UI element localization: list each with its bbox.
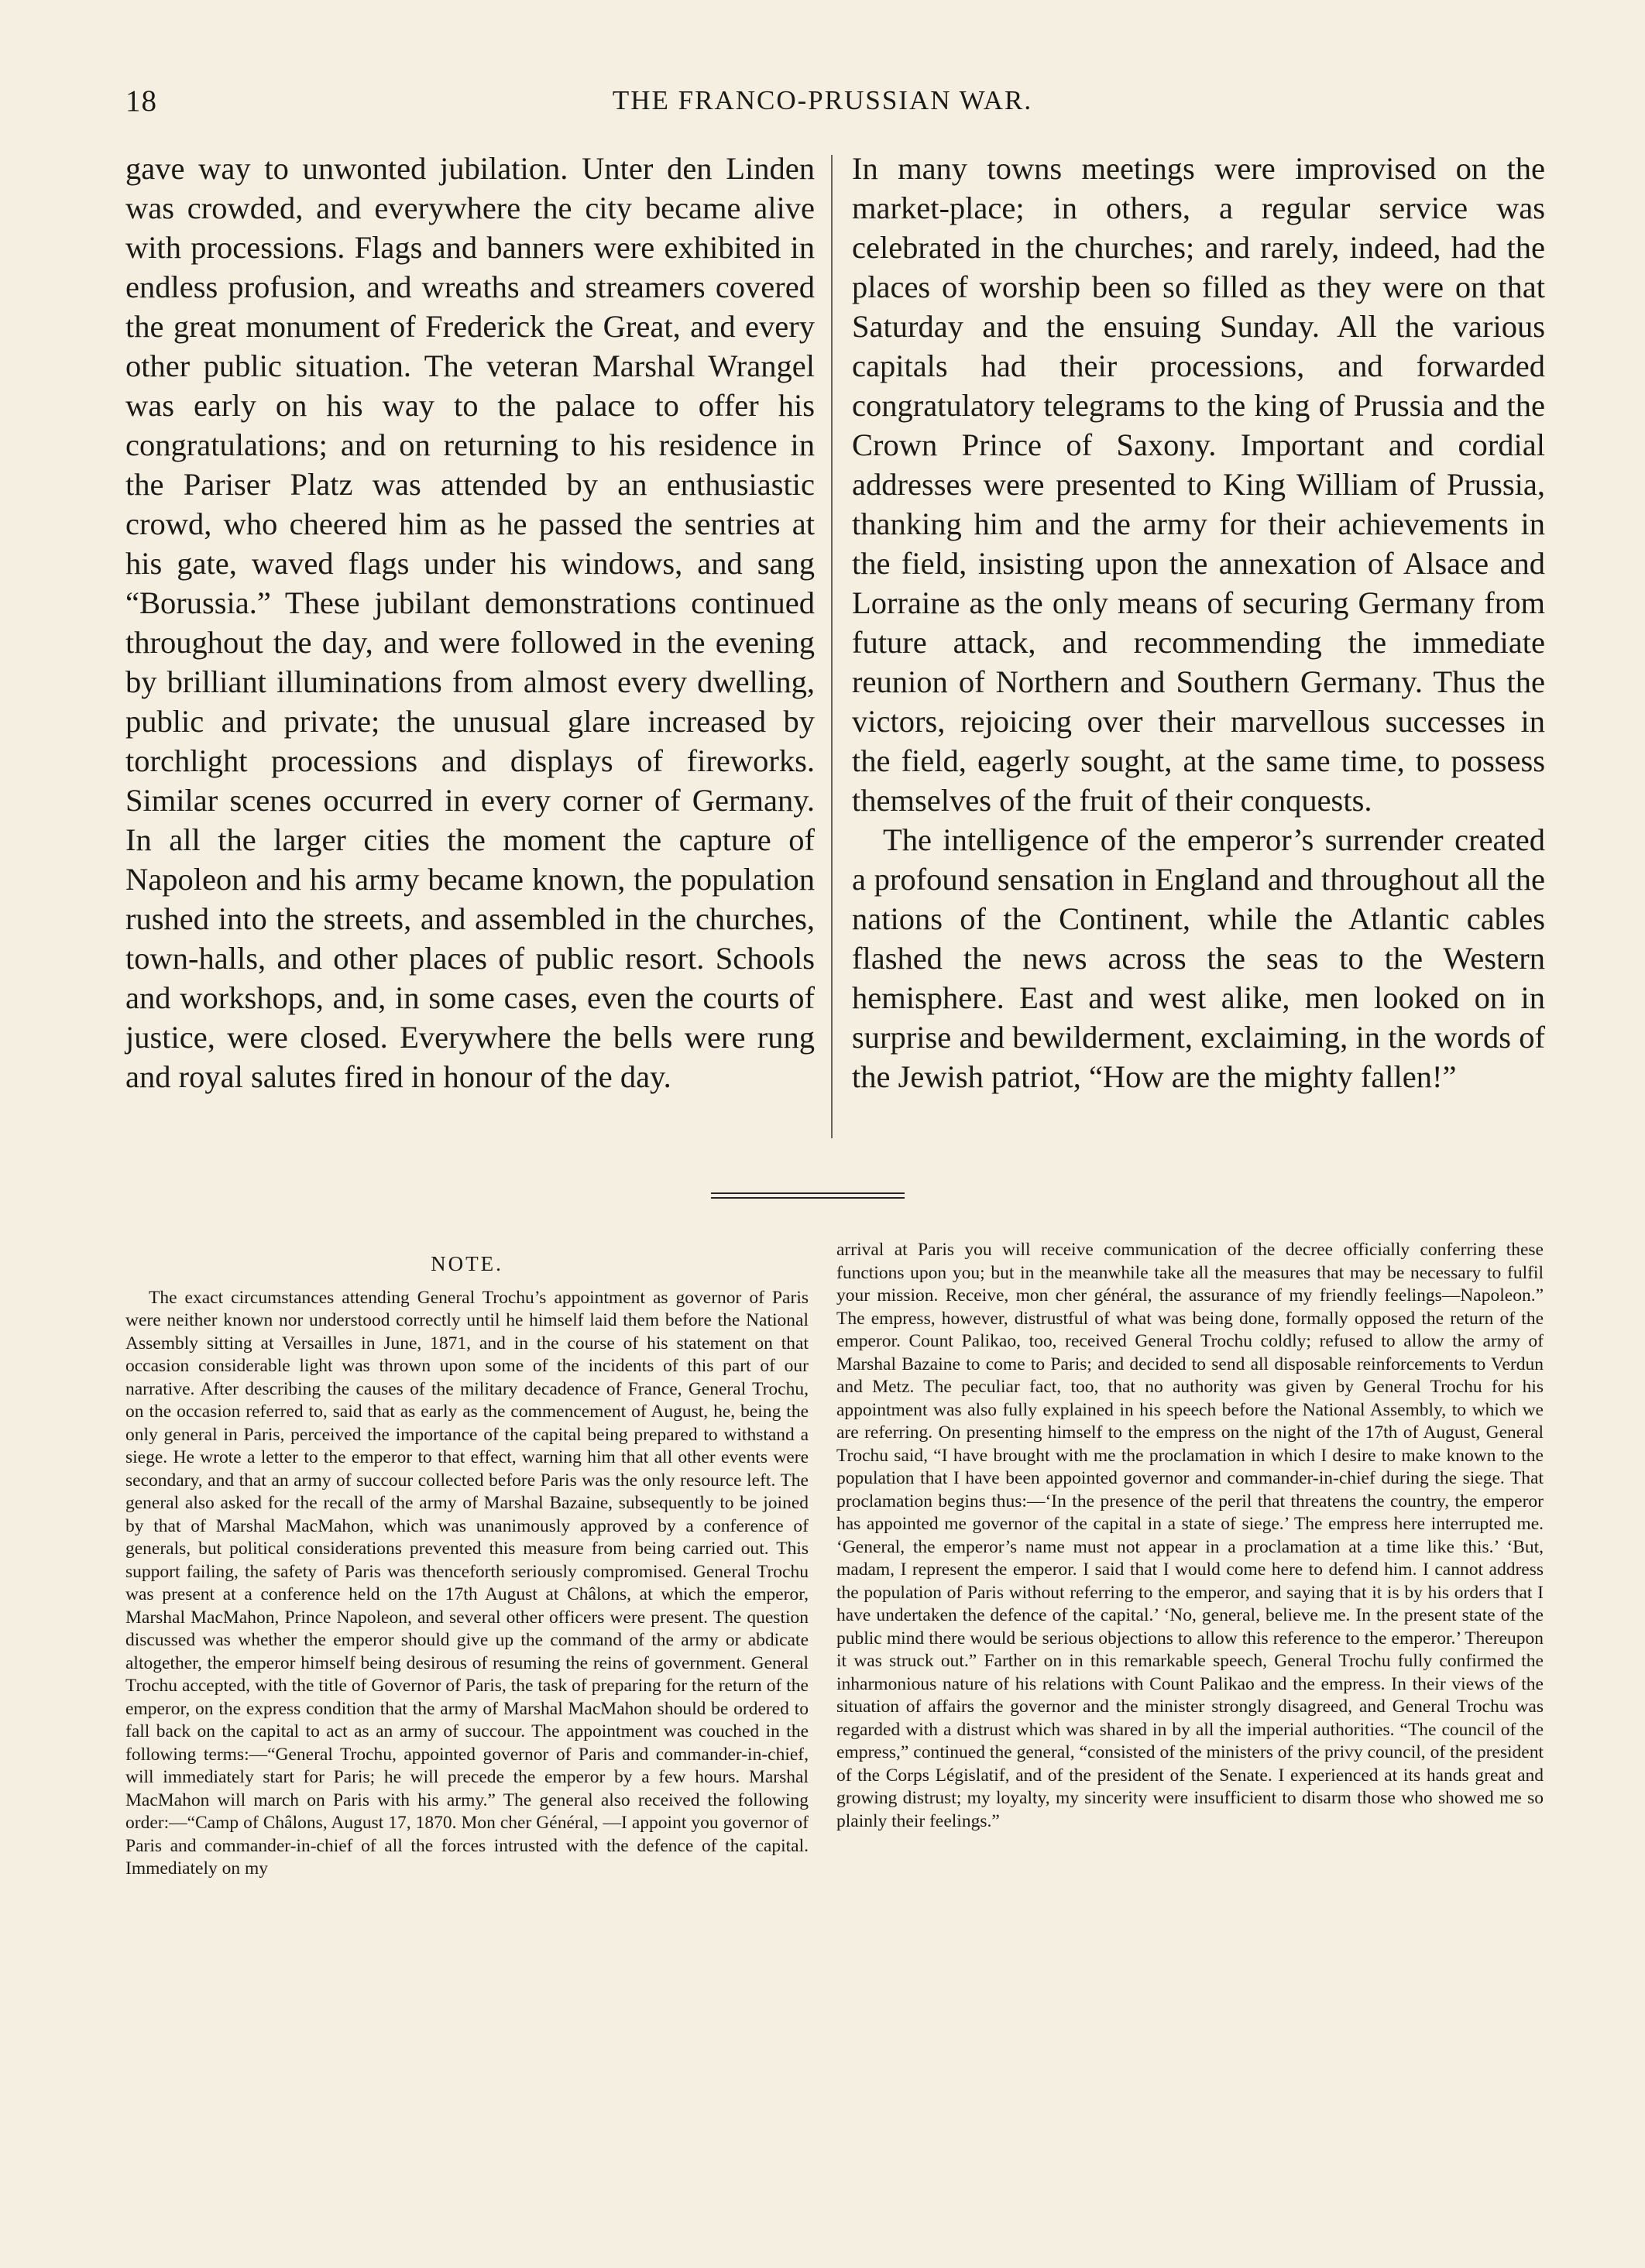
main-paragraph: In many towns meetings were improvised on the market-place; in others, a regular service was celebrated in the churches; and rarely, indeed, had the places of worship been so filled as they were on that Saturday and the ensuing Sunday. All the various capitals had their processions, and forwarded congratulatory telegrams to the king of Prussia and the Crown Prince of Saxony. Important and cordial addresses were presented to King William of Prussia, thanking him and the army for their achievements in the field, insisting upon the annexation of Alsace and Lorraine as the only means of securing Germany from future attack, and recommending the immediate reunion of Northern and Southern Germany. Thus the victors, rejoicing over their marvellous successes in the field, eagerly sought, at the same time, to possess themselves of the fruit of their conquests.	[852, 151, 1545, 818]
main-column-left	[125, 149, 815, 1096]
note-column-left	[125, 1253, 809, 1881]
note-paragraph: The exact circumstances attending General Trochu’s appointment as governor of Paris were neither known nor understood correctly until he himself laid them before the National Assembly sitting at Versailles in June, 1871, and in the course of his statement on that occasion considerable light was thrown upon some of the incidents of this part of our narrative. After describing the causes of the military decadence of France, General Trochu, on the occasion referred to, said that as early as the commencement of August, he, being the only general in Paris, perceived the importance of the capital being prepared to withstand a siege. He wrote a letter to the emperor to that effect, warning him that all other events were secondary, and that an army of succour collected before Paris was the only resource left. The general also asked for the recall of the army of Marshal Bazaine, subsequently to be joined by that of Marshal MacMahon, which was unanimously approved by a conference of generals, but political considerations prevented this measure from being carried out. This support failing, the safety of Paris was thenceforth seriously compromised. General Trochu was present at a conference held on the 17th August at Châlons, at which the emperor, Marshal MacMahon, Prince Napoleon, and several other officers were present. The question discussed was whether the emperor should give up the command of the army or abdicate altogether, the emperor himself being desirous of resuming the reins of government. General Trochu accepted, with the title of Governor of Paris, the task of preparing for the return of the emperor, on the express condition that the army of Marshal MacMahon should be ordered to fall back on the capital to act as an army of succour. The appointment was couched in the following terms:—“General Trochu, appointed governor of Paris and commander-in-chief, will immediately start for Paris; he will precede the emperor by a few hours. Marshal MacMahon will march on Paris with his army.” The general also received the following order:—“Camp of Châlons, August 17, 1870. Mon cher Général, —I appoint you governor of Paris and commander-in-chief of all the forces intrusted with the defence of the capital. Immediately on my	[125, 1287, 809, 1879]
page-header	[125, 84, 1520, 122]
note-paragraph: arrival at Paris you will receive communication of the decree officially conferring these functions upon you; but in the meanwhile take all the measures that may be necessary to fulfil your mission. Receive, mon cher général, the assurance of my friendly feelings—Napoleon.” The empress, however, distrustful of what was being done, formally opposed the return of the emperor. Count Palikao, too, received General Trochu coldly; refused to allow the army of Marshal Bazaine to come to Paris; and decided to send all disposable reinforcements to Verdun and Metz. The peculiar fact, too, that no authority was given by General Trochu for his appointment was also fully explained in his speech before the National Assembly, to which we are referring. On presenting himself to the empress on the night of the 17th of August, General Trochu said, “I have brought with me the proclamation in which I desire to make known to the population that I have been appointed governor and commander-in-chief during the siege. That proclamation begins thus:—‘In the presence of the peril that threatens the country, the emperor has appointed me governor of the capital in a state of siege.’ The empress here interrupted me. ‘General, the emperor’s name must not appear in a proclamation at a time like this.’ ‘But, madam, I represent the emperor. I said that I would come here to defend him. I cannot address the population of Paris without referring to the emperor, and saying that it is by his orders that I have undertaken the defence of the capital.’ ‘No, general, believe me. In the present state of the public mind there would be serious objections to allow this reference to the emperor.’ Thereupon it was struck out.” Farther on in this remarkable speech, General Trochu fully confirmed the inharmonious nature of his relations with Count Palikao and the empress. In their views of the situation of affairs the governor and the minister strongly disagreed, and General Trochu was regarded with a distrust which was shared in by all the imperial authorities. “The council of the empress,” continued the general, “consisted of the ministers of the privy council, of the president of the Corps Législatif, and of the president of the Senate. I experienced at its hands great and growing distrust; my loyalty, my sincerity were insufficient to disarm those who showed me so plainly their feelings.”	[836, 1240, 1544, 1831]
note-column-right	[836, 1239, 1544, 1833]
page-number: 18	[125, 84, 157, 118]
main-paragraph: gave way to unwonted jubilation. Unter den Linden was crowded, and everywhere the city became alive with processions. Flags and banners were exhibited in endless profusion, and wreaths and streamers covered the great monument of Frederick the Great, and every other public situation. The veteran Marshal Wrangel was early on his way to the palace to offer his congratulations; and on returning to his residence in the Pariser Platz was attended by an enthusiastic crowd, who cheered him as he passed the sentries at his gate, waved flags under his windows, and sang “Borussia.” These jubilant demonstrations continued throughout the day, and were followed in the evening by brilliant illuminations from almost every dwelling, public and private; the unusual glare increased by torchlight processions and displays of fireworks. Similar scenes occurred in every corner of Germany. In all the larger cities the moment the capture of Napoleon and his army became known, the population rushed into the streets, and assembled in the churches, town-halls, and other places of public resort. Schools and workshops, and, in some cases, even the courts of justice, were closed. Everywhere the bells were rung and royal salutes fired in honour of the day.	[125, 151, 815, 1094]
main-column-right	[852, 149, 1545, 1096]
running-head: THE FRANCO-PRUSSIAN WAR.	[612, 85, 1033, 115]
column-divider	[831, 155, 833, 1138]
note-title: NOTE.	[431, 1252, 503, 1275]
main-paragraph: The intelligence of the emperor’s surrender created a profound sensation in England and throughout all the nations of the Continent, while the Atlantic cables flashed the news across the seas to the Western hemisphere. East and west alike, men looked on in surprise and bewilderment, exclaiming, in the words of the Jewish patriot, “How are the mighty fallen!”	[852, 822, 1545, 1094]
section-separator	[711, 1192, 905, 1202]
